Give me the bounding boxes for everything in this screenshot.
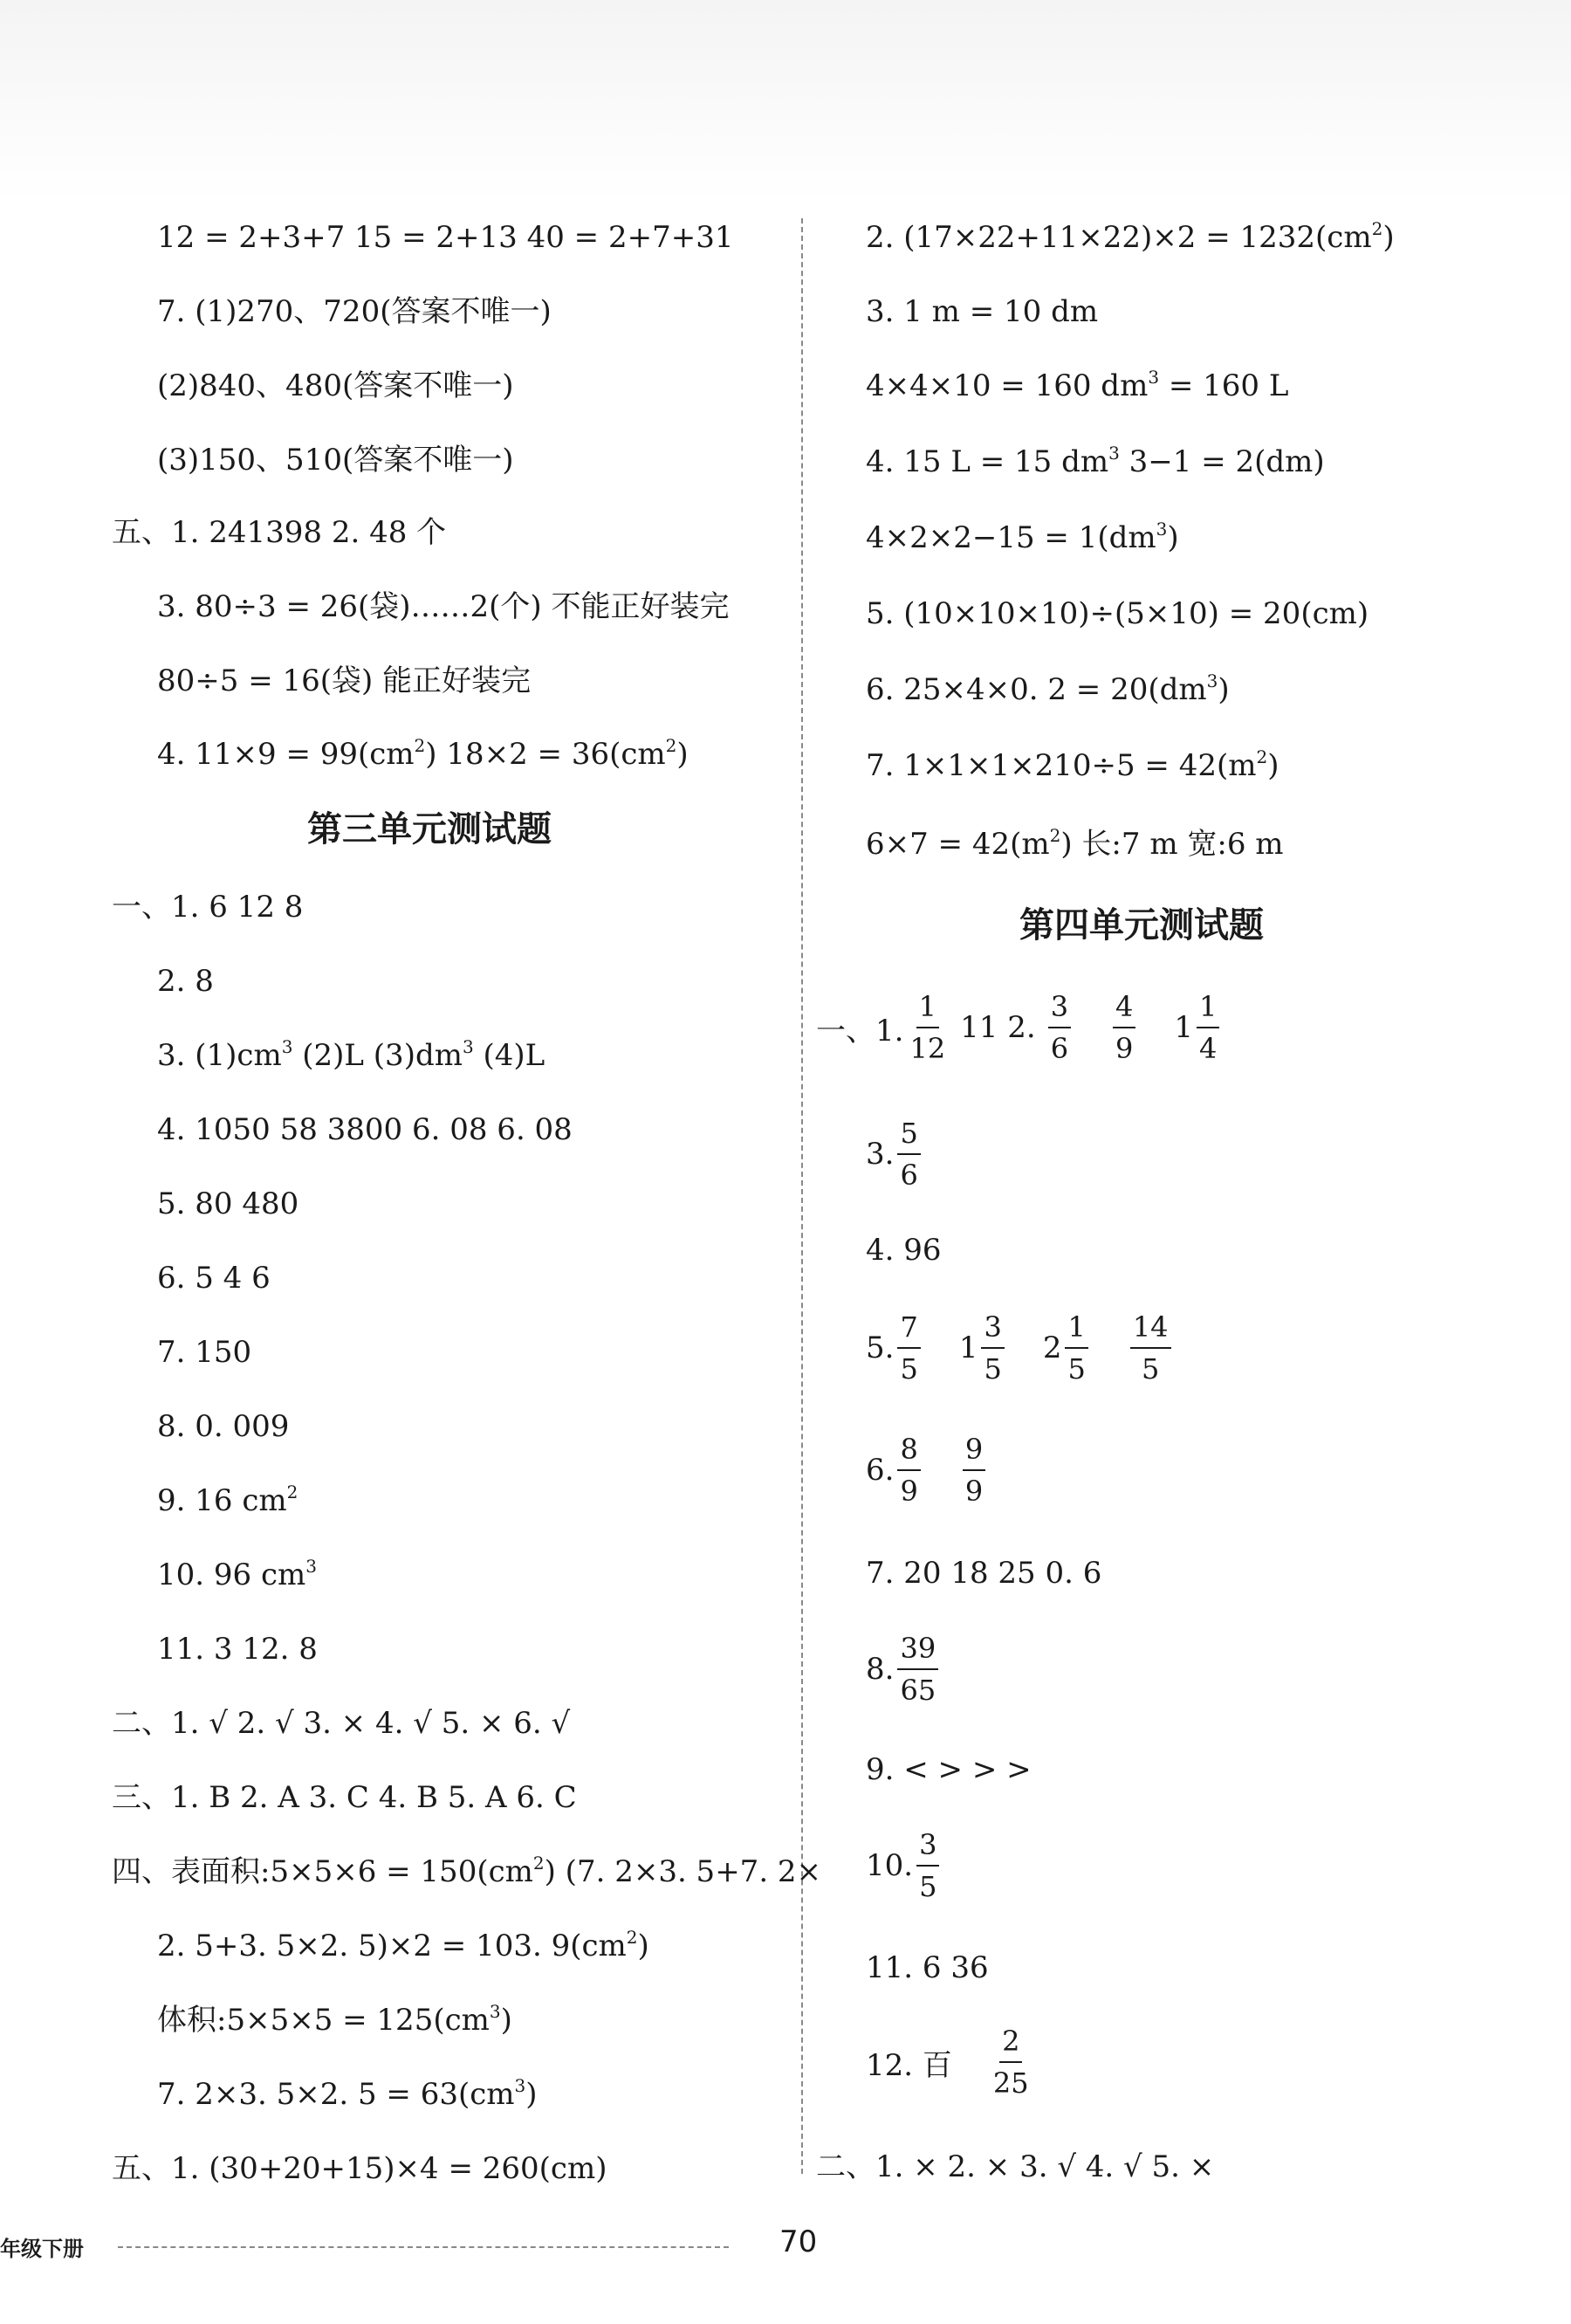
answer-line: 3. $(1)cm^3$ (2)L $(3)dm^3$ (4)L [157,1036,545,1073]
page-top-bleed [0,0,1571,201]
answer-line: 四、表面积:5×5×6 = $150(cm^2)$ (7. 2×3. 5+7. 2× [112,1853,822,1889]
answer-line: 3. 1 m = 10 dm [866,294,1099,329]
answer-line: 80÷5 = 16(袋) 能正好装完 [157,664,532,698]
answer-line: (2)840、480(答案不唯一) [157,368,514,403]
answer-line: 10. $\frac{3}{5}$ [866,1825,943,1907]
answer-line: (3)150、510(答案不唯一) [157,443,514,478]
fraction: $\frac{9}{9}$ [963,1429,985,1511]
answer-line: 2. 8 [157,964,214,999]
fraction: $\frac{3}{5}$ [916,1825,939,1907]
fraction: $\frac{8}{9}$ [897,1429,920,1511]
answer-line: 9. < > > > [866,1752,1032,1787]
answer-line: 5. $\frac{7}{5}$ 1 $\frac{3}{5}$ 2 $\frac{1}{5}$ $\frac{14}{5}$ [866,1307,1175,1389]
fraction: $\frac{1}{5}$ [1065,1307,1087,1389]
answer-line: 5. (10×10×10)÷(5×10) = 20(cm) [866,596,1369,631]
fraction: $\frac{1}{4}$ [1197,987,1219,1069]
answer-line: 一、1. 6 12 8 [112,890,304,925]
answer-line: 6. 25×4×0. $2 = 20(dm^3)$ [866,670,1230,707]
answer-line: $4\times 2\times 2-15 = 1(dm^3)$ [866,519,1179,555]
answer-line: 5. 80 480 [157,1186,299,1221]
answer-line: $6\times 7 = 42(m^2)$ 长:7 m 宽:6 m [866,825,1284,862]
fraction: $\frac{3}{5}$ [981,1307,1004,1389]
section-title-unit3: 第三单元测试题 [307,809,552,849]
answer-line: 3. $\frac{5}{6}$ [866,1113,924,1195]
answer-line: 五、1. (30+20+15)×4 = 260(cm) [112,2151,607,2186]
fraction: $\frac{4}{9}$ [1113,987,1135,1069]
answer-line: 11. 3 12. 8 [157,1632,318,1667]
fraction: $\frac{7}{5}$ [897,1307,920,1389]
answer-line: 4. 15 L = 15 $dm^3$ 3−1 = 2(dm) [866,443,1325,479]
answer-line: 二、1. × 2. × 3. √ 4. √ 5. × [816,2149,1215,2184]
answer-line: 三、1. B 2. A 3. C 4. B 5. A 6. C [112,1780,577,1815]
answer-line: 10. 96 $cm^3$ [157,1556,317,1592]
answer-line: 7. $1\times 1\times 1\times 210\div 5 = 42(m^2)$ [866,746,1279,783]
fraction: $\frac{39}{65}$ [897,1628,938,1710]
answer-line: 12. 百 $\frac{2}{25}$ [866,2021,1035,2103]
fraction: $\frac{3}{6}$ [1048,987,1071,1069]
answer-line: 一、1. $\frac{1}{12}$ 11 2. $\frac{3}{6}$ $\frac{4}{9}$ 1 $\frac{1}{4}$ [816,987,1223,1069]
answer-line: 4×4×10 = 160 $dm^3 = 160$ L [866,367,1289,403]
footer-rule [118,2246,729,2248]
answer-line: 2. $(17\times 22+11\times 22)\times 2 = 1232(cm^2)$ [866,218,1395,255]
answer-line: 7. (1)270、720(答案不唯一) [157,294,552,329]
answer-line: 3. 80÷3 = 26(袋)……2(个) 不能正好装完 [157,589,730,624]
answer-line: 6. $\frac{8}{9}$ $\frac{9}{9}$ [866,1429,989,1511]
answer-line: 8. 0. 009 [157,1409,290,1444]
grade-label: 年级下册 [0,2237,84,2261]
answer-line: 2. 5+3. 5×2. 5)×2 = 103. $9(cm^2)$ [157,1927,649,1963]
answer-line: 体积:5×5×5 = $125(cm^3)$ [157,2001,512,2038]
answer-line: 8. $\frac{39}{65}$ [866,1628,942,1710]
answer-line: 9. 16 $cm^2$ [157,1482,298,1518]
section-title-unit4: 第四单元测试题 [1019,905,1264,945]
answer-line: 7. 2×3. 5×2. $5 = 63(cm^3)$ [157,2075,538,2112]
answer-line: 五、1. 241398 2. 48 个 [112,515,447,550]
answer-line: 12 = 2+3+7 15 = 2+13 40 = 2+7+31 [157,220,734,255]
answer-line: 11. 6 36 [866,1950,989,1985]
answer-line: 7. 20 18 25 0. 6 [866,1556,1102,1591]
answer-line: 4. 96 [866,1233,942,1268]
answer-line: 6. 5 4 6 [157,1261,271,1296]
fraction: $\frac{1}{12}$ [907,987,948,1069]
answer-line: 7. 150 [157,1335,252,1370]
fraction: $\frac{14}{5}$ [1130,1307,1171,1389]
answer-line: 二、1. √ 2. √ 3. × 4. √ 5. × 6. √ [112,1706,571,1741]
answer-line: 4. 1050 58 3800 6. 08 6. 08 [157,1112,573,1147]
fraction: $\frac{5}{6}$ [897,1113,920,1195]
fraction: $\frac{2}{25}$ [991,2021,1032,2103]
answer-line: 4. $11\times 9 = 99(cm^2) 18\times 2 = 36(cm^2)$ [157,735,689,772]
page-number: 70 [779,2224,818,2259]
